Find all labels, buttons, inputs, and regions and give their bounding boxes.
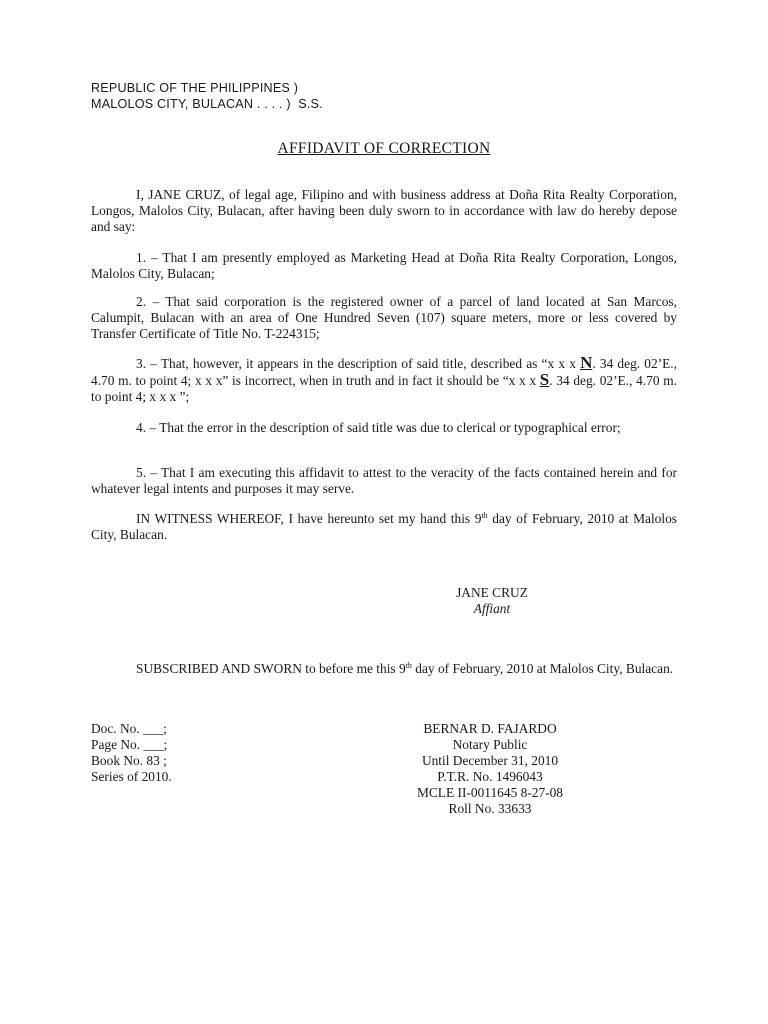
paragraph-1: 1. – That I am presently employed as Marketing Head at Doña Rita Realty Corporation, Longos, Malolos City, Bulacan; bbox=[91, 250, 677, 281]
venue-line-1: REPUBLIC OF THE PHILIPPINES ) bbox=[91, 81, 299, 95]
paragraph-3-part-a: 3. – That, however, it appears in the description of said title, described as “x x x bbox=[136, 356, 581, 371]
notary-name: BERNAR D. FAJARDO bbox=[423, 721, 557, 736]
paragraph-3-south-letter: S bbox=[539, 370, 550, 389]
venue-line-2: MALOLOS CITY, BULACAN . . . . ) S.S. bbox=[91, 97, 323, 111]
venue-block bbox=[91, 80, 411, 112]
sworn-day-suffix: th bbox=[405, 661, 412, 670]
notary-title: Notary Public bbox=[452, 737, 528, 752]
doc-number: Doc. No. ___; bbox=[91, 721, 167, 736]
paragraph-3-part-e: . 34 deg. 02’E., 4.70 m. to point 4; x x x ”; bbox=[91, 373, 677, 404]
notary-ptr-number: P.T.R. No. 1496043 bbox=[437, 769, 543, 784]
affiant-signature-block bbox=[392, 585, 592, 617]
affiant-role: Affiant bbox=[473, 601, 511, 616]
sworn-part-b: day of February, 2010 at Malolos City, Bulacan. bbox=[411, 661, 674, 676]
paragraph-4: 4. – That the error in the description of said title was due to clerical or typographical error; bbox=[136, 420, 621, 435]
notary-commission-expiry: Until December 31, 2010 bbox=[421, 753, 559, 768]
paragraph-3 bbox=[91, 355, 677, 405]
intro-paragraph: I, JANE CRUZ, of legal age, Filipino and with business address at Doña Rita Realty Corporation, Longos, Malolos City, Bulacan, after having been duly sworn to in accordance with law do hereby depose and say: bbox=[91, 187, 677, 234]
notary-block bbox=[370, 721, 610, 817]
witness-part-a: IN WITNESS WHEREOF, I have hereunto set my hand this 9 bbox=[136, 511, 482, 526]
page-number: Page No. ___; bbox=[91, 737, 168, 752]
paragraph-5: 5. – That I am executing this affidavit to attest to the veracity of the facts contained herein and for whatever legal intents and purposes it may serve. bbox=[91, 465, 677, 496]
notary-mcle-number: MCLE II-0011645 8-27-08 bbox=[416, 785, 564, 800]
sworn-part-a: SUBSCRIBED AND SWORN to before me this 9 bbox=[136, 661, 406, 676]
doc-info-block bbox=[91, 721, 291, 785]
witness-part-b: day of February, 2010 at Malolos City, Bulacan. bbox=[91, 511, 677, 542]
witness-day-suffix: th bbox=[481, 511, 488, 520]
book-number: Book No. 83 ; bbox=[91, 753, 167, 768]
notary-roll-number: Roll No. 33633 bbox=[448, 801, 532, 816]
paragraph-3-part-c: . 34 deg. 02’E., 4.70 m. to point 4; x x x” is incorrect, when in truth and in fact it should be “x x x bbox=[91, 356, 677, 388]
series-year: Series of 2010. bbox=[91, 769, 172, 784]
witness-paragraph bbox=[91, 511, 677, 543]
document-title: AFFIDAVIT OF CORRECTION bbox=[277, 140, 491, 157]
sworn-paragraph bbox=[91, 661, 677, 677]
paragraph-3-north-letter: N bbox=[580, 353, 593, 372]
affiant-name: JANE CRUZ bbox=[456, 585, 528, 600]
paragraph-2: 2. – That said corporation is the registered owner of a parcel of land located at San Marcos, Calumpit, Bulacan with an area of One Hundred Seven (107) square meters, more or less covered by Transfer Certificate of Title No. T-224315; bbox=[91, 294, 677, 341]
